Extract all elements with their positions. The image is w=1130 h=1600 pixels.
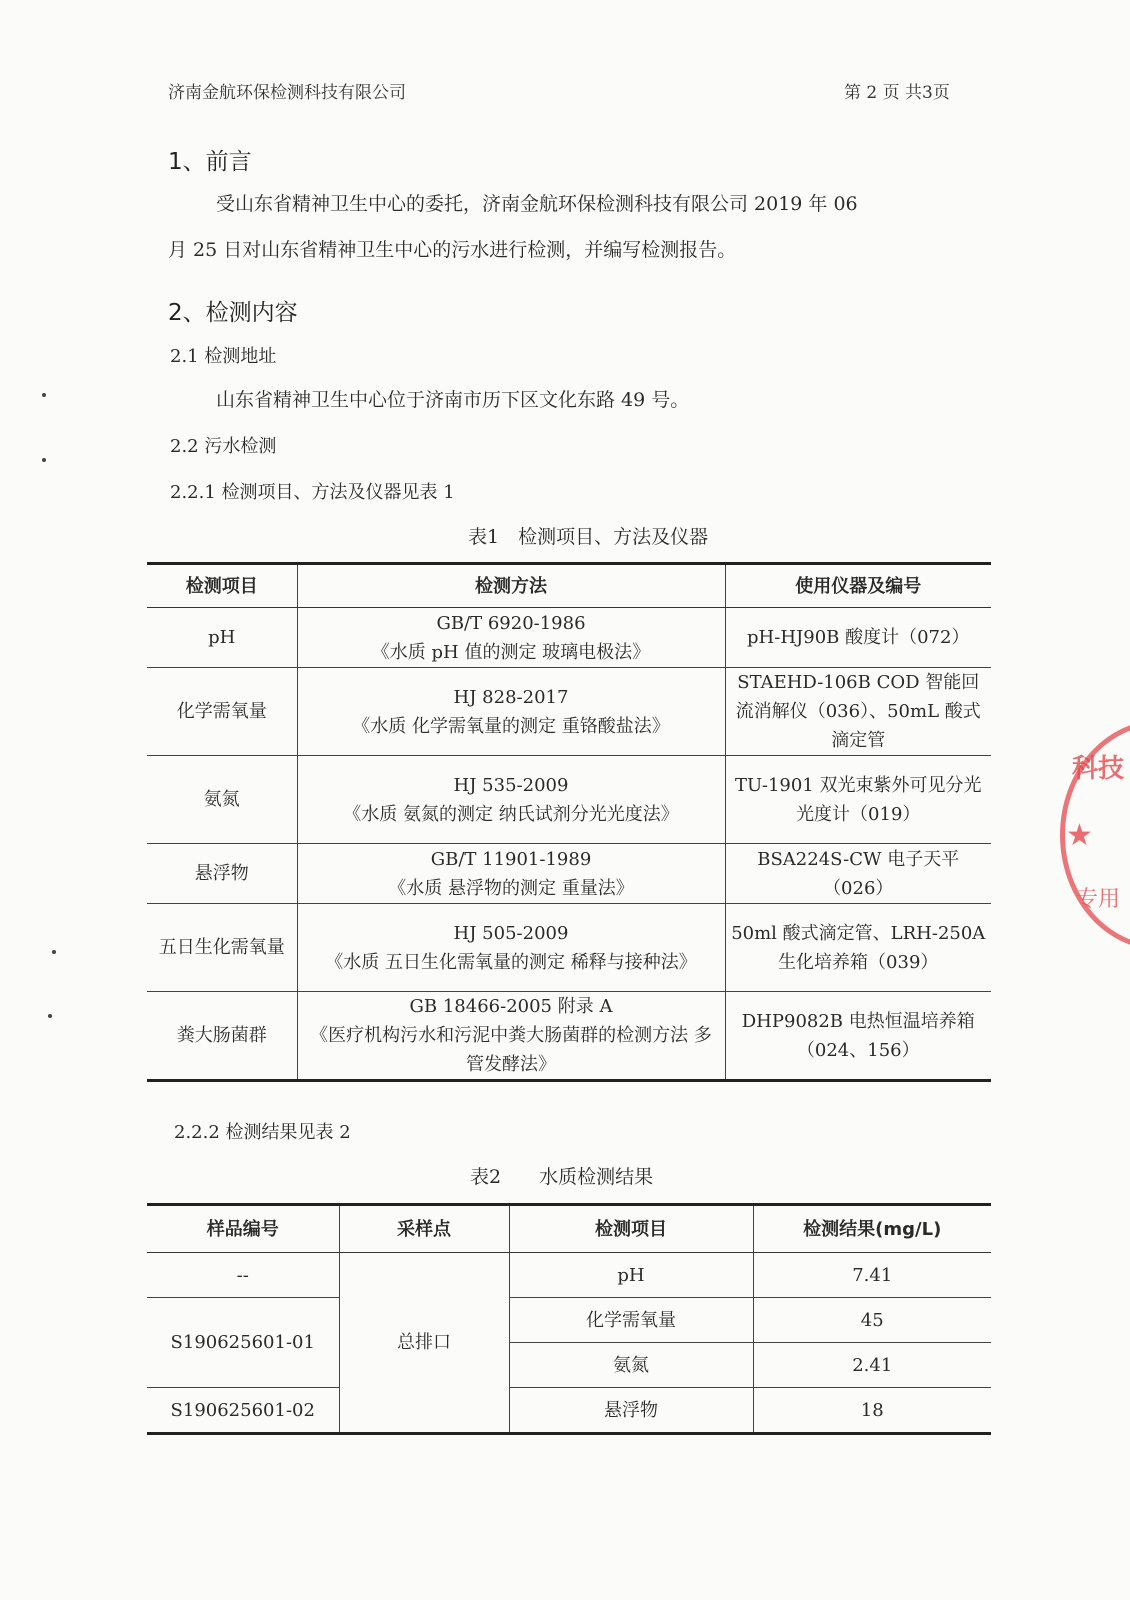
section21-title: 2.1 检测地址 [170,346,277,367]
table2-item: 氨氮 [509,1343,753,1388]
section21-text: 山东省精神卫生中心位于济南市历下区文化东路 49 号。 [216,389,690,411]
table2-header: 样品编号 [147,1205,339,1253]
method-name: 《医疗机构污水和污泥中粪大肠菌群的检测方法 多管发酵法》 [310,1025,712,1075]
table1-header: 使用仪器及编号 [725,564,991,608]
table1-method [297,844,725,904]
method-standard: GB/T 11901-1989 [430,848,592,870]
sample-id: -- [147,1253,339,1298]
section2-title: 2、检测内容 [168,300,298,326]
section222-title: 2.2.2 检测结果见表 2 [174,1122,351,1143]
scan-speck [42,458,46,462]
section221-title: 2.2.1 检测项目、方法及仪器见表 1 [170,482,455,503]
table2-caption: 表2 水质检测结果 [470,1166,654,1188]
method-name: 《水质 化学需氧量的测定 重铬酸盐法》 [352,715,670,737]
table1-item: 悬浮物 [147,844,297,904]
method-standard: HJ 505-2009 [453,922,569,944]
table-row [147,1388,991,1434]
table2 [147,1203,991,1435]
table1-header: 检测项目 [147,564,297,608]
section1-para-line2: 月 25 日对山东省精神卫生中心的污水进行检测，并编写检测报告。 [168,239,737,261]
table-row [147,904,991,992]
seal-star-icon: ★ [1066,818,1093,853]
method-name: 《水质 氨氮的测定 纳氏试剂分光光度法》 [343,803,679,825]
method-standard: GB/T 6920-1986 [436,612,586,634]
table1-instrument: STAEHD-106B COD 智能回流消解仪（036）、50mL 酸式滴定管 [725,668,991,756]
sampling-site: 总排口 [339,1253,509,1434]
seal-text-top: 科技 [1072,754,1125,784]
table-row [147,844,991,904]
table1-method [297,904,725,992]
table1-instrument: pH-HJ90B 酸度计（072） [725,608,991,668]
table1-item: 五日生化需氧量 [147,904,297,992]
section1-para-line1: 受山东省精神卫生中心的委托，济南金航环保检测科技有限公司 2019 年 06 [216,193,858,215]
table1-method [297,608,725,668]
table2-item: 化学需氧量 [509,1298,753,1343]
scan-speck [42,393,46,397]
sample-id: S190625601-01 [147,1298,339,1388]
table2-header: 采样点 [339,1205,509,1253]
table1-instrument: 50ml 酸式滴定管、LRH-250A 生化培养箱（039） [725,904,991,992]
table1-method [297,756,725,844]
table1-instrument: BSA224S-CW 电子天平（026） [725,844,991,904]
method-standard: HJ 828-2017 [453,686,569,708]
scan-speck [52,950,56,954]
table-row [147,668,991,756]
scan-speck [48,1014,52,1018]
table2-result: 45 [753,1298,991,1343]
table2-header: 检测项目 [509,1205,753,1253]
table-row [147,756,991,844]
table1 [147,562,991,1082]
table1-instrument: DHP9082B 电热恒温培养箱（024、156） [725,992,991,1081]
table1-caption: 表1 检测项目、方法及仪器 [468,526,709,548]
method-standard: HJ 535-2009 [453,774,569,796]
table2-header-row [147,1205,991,1253]
table2-header: 检测结果(mg/L) [753,1205,991,1253]
table1-header: 检测方法 [297,564,725,608]
table1-method [297,668,725,756]
table-row [147,608,991,668]
table-row [147,1253,991,1298]
table1-item: pH [147,608,297,668]
table-row [147,1298,991,1343]
table1-item: 粪大肠菌群 [147,992,297,1081]
method-name: 《水质 五日生化需氧量的测定 稀释与接种法》 [325,951,697,973]
table1-header-row [147,564,991,608]
table1-instrument: TU-1901 双光束紫外可见分光光度计（019） [725,756,991,844]
method-name: 《水质 悬浮物的测定 重量法》 [388,877,634,899]
table2-item: 悬浮物 [509,1388,753,1434]
table2-item: pH [509,1253,753,1298]
section22-title: 2.2 污水检测 [170,436,277,457]
sample-id: S190625601-02 [147,1388,339,1434]
table1-item: 化学需氧量 [147,668,297,756]
method-standard: GB 18466-2005 附录 A [409,996,613,1017]
table2-result: 18 [753,1388,991,1434]
table1-item: 氨氮 [147,756,297,844]
section1-title: 1、前言 [168,149,252,175]
method-name: 《水质 pH 值的测定 玻璃电极法》 [371,641,651,663]
page-number: 第 2 页 共3页 [844,83,950,103]
table2-result: 7.41 [753,1253,991,1298]
table2-result: 2.41 [753,1343,991,1388]
seal-text-bottom: 专用 [1076,887,1121,912]
table-row [147,992,991,1081]
table1-method [297,992,725,1081]
company-header: 济南金航环保检测科技有限公司 [168,83,406,103]
